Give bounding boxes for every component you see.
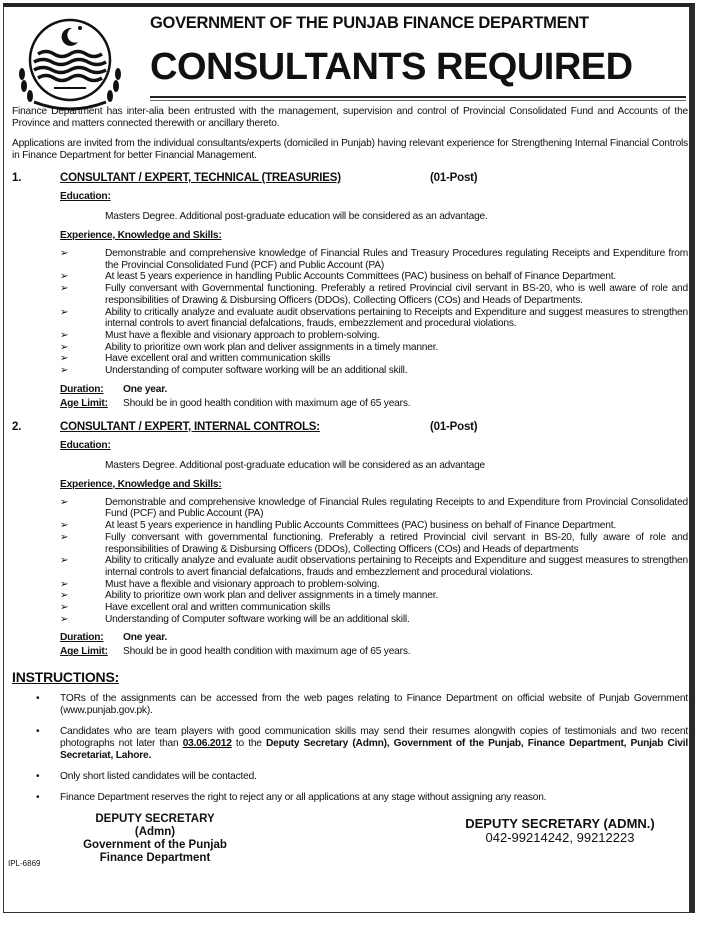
arrow-bullet-icon: ➢ <box>60 283 69 295</box>
arrow-bullet-icon: ➢ <box>60 520 69 532</box>
arrow-bullet-icon: ➢ <box>60 496 69 508</box>
instructions-list <box>0 693 700 804</box>
post-count: (01-Post) <box>430 420 478 433</box>
list-item: ➢ Ability to critically analyze and evaluate audit observations pertaining to Receipts and Expenditure and suggest measures to strengthen internal controls to avert financial defalcations, frauds, embezzlement and procedural violations. <box>60 306 688 330</box>
bullet-icon: • <box>36 792 40 804</box>
arrow-bullet-icon: ➢ <box>60 531 69 543</box>
post-count: (01-Post) <box>430 172 478 184</box>
section-internal-controls <box>0 421 700 660</box>
list-item: ➢ Fully conversant with governmental functioning. Preferably a retired Provincial civil servant in BS-20, fully aware of role and responsibilities of Drawing & Disbursing Officers (DDOs), Collecting Officers (COs) and Heads of departments <box>60 531 688 555</box>
list-item: ➢ Demonstrable and comprehensive knowledge of Financial Rules and Treasury Procedures regulating Receipts and Expenditure from the Provincial Consolidated Fund (PCF) and Public Account (PA) <box>60 248 688 271</box>
ad-reference-number: IPL-6869 <box>8 859 41 869</box>
contact-block: DEPUTY SECRETARY (ADMN.) 042-99214242, 99212223 <box>440 817 680 845</box>
arrow-bullet-icon: ➢ <box>60 271 69 283</box>
list-item: ➢ Have excellent oral and written communication skills <box>60 353 331 365</box>
arrow-bullet-icon: ➢ <box>60 590 69 602</box>
section-title: CONSULTANT / EXPERT, TECHNICAL (TREASURIES) <box>60 172 341 184</box>
application-address: Deputy Secretary (Admn), Government of the Punjab, Finance Department, Punjab Civil Secretariat, Lahore. <box>60 738 688 762</box>
section-technical-treasuries <box>0 172 700 411</box>
list-item: • Candidates who are team players with good communication skills may send their resumes alongwith copies of testimonials and two recent photographs not later than 03.06.2012 to the Deputy Secretary (Admn), Government of the Punjab, Finance Department, Punjab Civil Secretariat, Lahore. <box>36 726 688 762</box>
skills-label: Experience, Knowledge and Skills: <box>60 230 222 241</box>
intro-paragraph: Applications are invited from the individual consultants/experts (domiciled in Punjab) having relevant experience for Strengthening Internal Financial Controls in Finance Department for better Financial Management. <box>12 138 688 161</box>
skills-label: Experience, Knowledge and Skills: <box>60 478 222 490</box>
phone-numbers: 042-99214242, 99212223 <box>485 830 635 846</box>
list-item: • Finance Department reserves the right to reject any or all applications at any stage without assigning any reason. <box>36 792 547 804</box>
skills-list <box>0 248 700 377</box>
department-title: GOVERNMENT OF THE PUNJAB FINANCE DEPARTMENT <box>150 14 589 32</box>
list-item: ➢ Have excellent oral and written communication skills <box>60 602 331 614</box>
list-item: ➢ Ability to critically analyze and evaluate audit observations pertaining to Receipts and Expenditure and suggest measures to strengthen internal controls to avert financial defalcations, frauds and embezzlement and procedural violations. <box>60 555 688 578</box>
education-label: Education: <box>60 439 111 451</box>
skills-list <box>0 497 700 626</box>
arrow-bullet-icon: ➢ <box>60 329 69 341</box>
bullet-icon: • <box>36 771 40 783</box>
instructions-heading: INSTRUCTIONS: <box>12 669 120 686</box>
list-item: ➢ At least 5 years experience in handling Public Accounts Committees (PAC) business on behalf of Finance Department. <box>60 271 616 283</box>
list-item: ➢ Fully conversant with Governmental functioning. Preferably a retired Provincial civil servant in BS-20, who is well aware of role and responsibilities of Drawing & Disbursing Officers (DDOs), Collecting Officers (COs) and Heads of Departments. <box>60 283 688 306</box>
deadline-date: 03.06.2012 <box>182 738 232 750</box>
section-title: CONSULTANT / EXPERT, INTERNAL CONTROLS: <box>60 420 320 433</box>
list-item: ➢ At least 5 years experience in handling Public Accounts Committees (PAC) business on behalf of Finance Department. <box>60 520 616 532</box>
headline: CONSULTANTS REQUIRED <box>150 46 633 88</box>
education-text: Masters Degree. Additional post-graduate education will be considered as an advantage <box>105 459 485 471</box>
arrow-bullet-icon: ➢ <box>60 602 69 614</box>
ad-footer <box>0 813 700 875</box>
punjab-government-emblem-icon <box>14 14 126 112</box>
list-item: ➢ Understanding of Computer software working will be an additional skill. <box>60 613 410 625</box>
list-item: • TORs of the assignments can be accessed from the web pages relating to Finance Department on official website of Punjab Government (www.punjab.gov.pk). <box>36 693 688 717</box>
ad-body <box>0 106 700 875</box>
section-number: 1. <box>12 172 22 184</box>
list-item: ➢ Must have a flexible and visionary approach to problem-solving. <box>60 329 380 341</box>
arrow-bullet-icon: ➢ <box>60 555 69 567</box>
section-number: 2. <box>12 420 22 433</box>
list-item: ➢ Understanding of computer software working will be an additional skill. <box>60 365 408 377</box>
arrow-bullet-icon: ➢ <box>60 578 69 590</box>
list-item: ➢ Must have a flexible and visionary approach to problem-solving. <box>60 578 380 590</box>
divider <box>150 100 686 101</box>
list-item: ➢ Demonstrable and comprehensive knowledge of Financial Rules regulating Receipts to and Expenditure from Provincial Consolidated Fund (PCF) and Public Account (PA) <box>60 496 688 520</box>
arrow-bullet-icon: ➢ <box>60 365 69 377</box>
age-limit-row: Age Limit: Should be in good health condition with maximum age of 65 years. <box>60 646 411 658</box>
bullet-icon: • <box>36 726 40 738</box>
bullet-icon: • <box>36 693 40 705</box>
list-item: • Only short listed candidates will be contacted. <box>36 771 257 783</box>
list-item: ➢ Ability to prioritize own work plan and deliver assignments in a timely manner. <box>60 341 438 353</box>
arrow-bullet-icon: ➢ <box>60 341 69 353</box>
divider <box>150 96 686 98</box>
arrow-bullet-icon: ➢ <box>60 613 69 625</box>
intro-paragraph: Finance Department has inter-alia been entrusted with the management, supervision and control of Provincial Consolidated Fund and Accounts of the Province and matters connected therewith or ancillary thereto. <box>12 106 688 129</box>
age-limit-row: Age Limit: Should be in good health condition with maximum age of 65 years. <box>60 397 411 409</box>
arrow-bullet-icon: ➢ <box>60 353 69 365</box>
education-text: Masters Degree. Additional post-graduate education will be considered as an advantage. <box>105 211 488 222</box>
list-item: ➢ Ability to prioritize own work plan and deliver assignments in a timely manner. <box>60 590 438 602</box>
arrow-bullet-icon: ➢ <box>60 248 69 259</box>
education-label: Education: <box>60 191 111 202</box>
duration-row: Duration: One year. <box>60 632 168 644</box>
duration-row: Duration: One year. <box>60 383 168 395</box>
signature-block: DEPUTY SECRETARY (Admn) Government of the Punjab Finance Department <box>83 813 227 865</box>
arrow-bullet-icon: ➢ <box>60 306 69 318</box>
